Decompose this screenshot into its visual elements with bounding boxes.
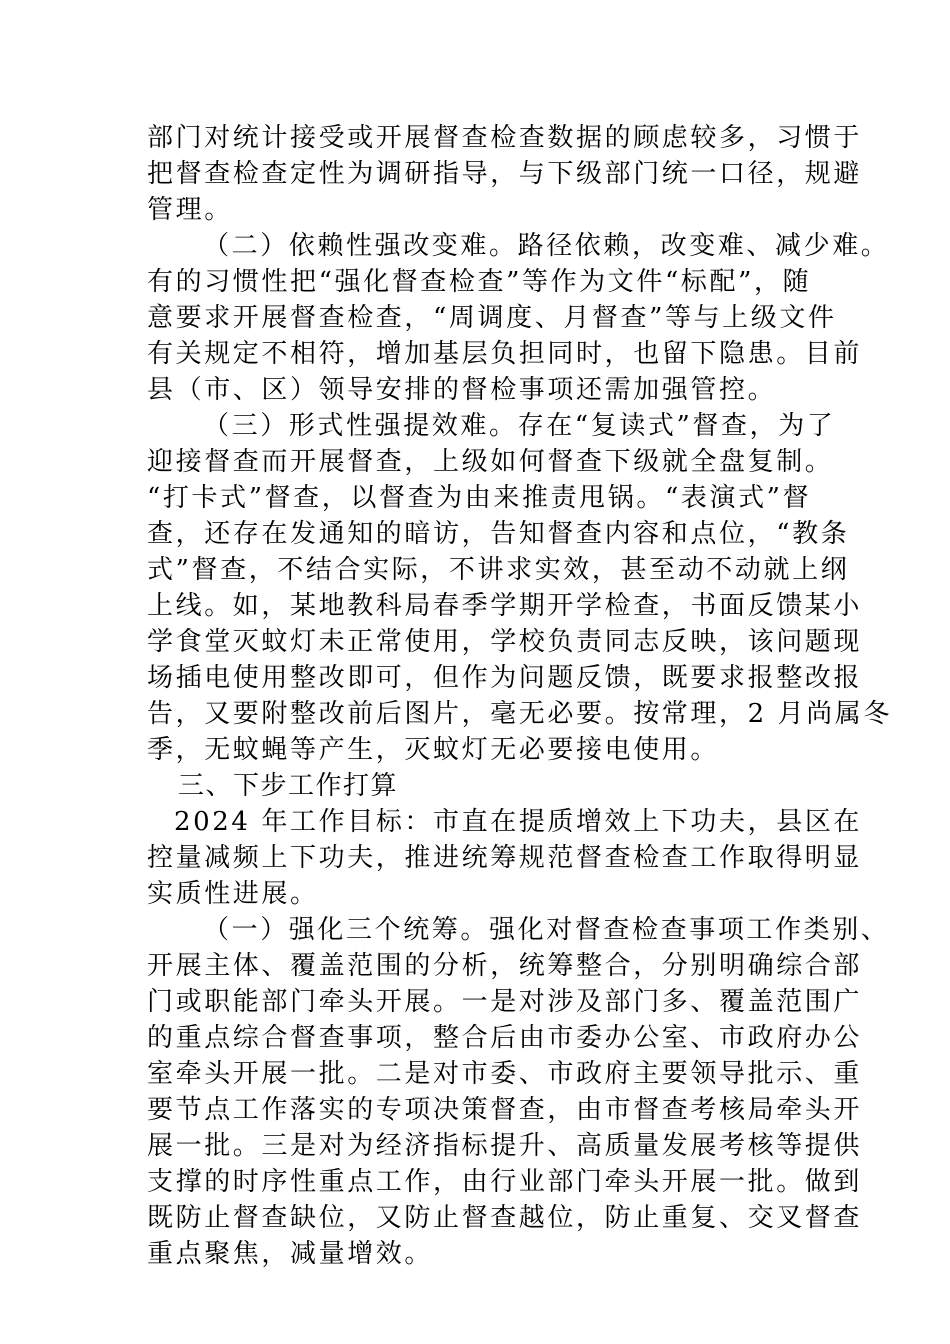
paragraph-line: 学食堂灭蚊灯未正常使用，学校负责同志反映，该问题现: [147, 627, 863, 657]
section-heading: 三、下步工作打算: [178, 771, 399, 801]
paragraph-line: 县（市、区）领导安排的督检事项还需加强管控。: [147, 375, 777, 405]
paragraph-line: 支撑的时序性重点工作，由行业部门牵头开展一批。做到: [147, 1167, 863, 1197]
paragraph-line: 实质性进展。: [147, 879, 319, 909]
paragraph-text: 存在“复读式”督查，为了: [517, 411, 836, 441]
paragraph-line: 告，又要附整改前后图片，毫无必要。按常理，2 月尚属冬: [147, 699, 893, 729]
paragraph-line: 式”督查，不结合实际，不讲求实效，甚至动不动就上纲: [147, 555, 850, 585]
paragraph-line: 的重点综合督查事项，整合后由市委办公室、市政府办公: [147, 1023, 863, 1053]
paragraph-first-line: [203, 228, 889, 264]
paragraph-text: 强化对督查检查事项工作类别、: [489, 915, 890, 945]
paragraph-line: 展一批。三是对为经济指标提升、高质量发展考核等提供: [147, 1131, 863, 1161]
paragraph-line: 上线。如，某地教科局春季学期开学检查，书面反馈某小: [147, 591, 863, 621]
paragraph-first-line: 2024 年工作目标：市直在提质增效上下功夫，县区在: [174, 807, 863, 837]
paragraph-line: 季，无蚊蝇等产生，灭蚊灯无必要接电使用。: [147, 735, 720, 765]
paragraph-line: 管理。: [147, 195, 233, 225]
paragraph-line: 迎接督查而开展督查，上级如何督查下级就全盘复制。: [147, 447, 834, 477]
paragraph-first-line: [203, 912, 889, 948]
subheading-lead: （二）依赖性强改变难。: [203, 231, 518, 261]
paragraph-line: 意要求开展督查检查，“周调度、月督查”等与上级文件: [147, 303, 837, 333]
paragraph-line: 把督查检查定性为调研指导，与下级部门统一口径，规避: [147, 159, 863, 189]
paragraph-line: 部门对统计接受或开展督查检查数据的顾虑较多，习惯于: [147, 123, 863, 153]
paragraph-line: 有关规定不相符，增加基层负担同时，也留下隐患。目前: [147, 339, 863, 369]
paragraph-line: “打卡式”督查，以督查为由来推责甩锅。“表演式”督: [147, 483, 812, 513]
paragraph-line: 有的习惯性把“强化督查检查”等作为文件“标配”，随: [147, 267, 812, 297]
paragraph-line: 既防止督查缺位，又防止督查越位，防止重复、交叉督查: [147, 1203, 863, 1233]
paragraph-text: 路径依赖，改变难、减少难。: [517, 231, 890, 261]
paragraph-line: 开展主体、覆盖范围的分析，统筹整合，分别明确综合部: [147, 951, 863, 981]
paragraph-line: 室牵头开展一批。二是对市委、市政府主要领导批示、重: [147, 1059, 863, 1089]
subheading-lead: （一）强化三个统筹。: [203, 915, 490, 945]
paragraph-first-line: [203, 408, 835, 444]
paragraph-line: 要节点工作落实的专项决策督查，由市督查考核局牵头开: [147, 1095, 863, 1125]
paragraph-line: 查，还存在发通知的暗访，告知督查内容和点位，“教条: [147, 519, 850, 549]
paragraph-line: 场插电使用整改即可，但作为问题反馈，既要求报整改报: [147, 663, 863, 693]
paragraph-line: 重点聚焦，减量增效。: [147, 1239, 434, 1269]
subheading-lead: （三）形式性强提效难。: [203, 411, 518, 441]
paragraph-line: 控量减频上下功夫，推进统筹规范督查检查工作取得明显: [147, 843, 863, 873]
paragraph-line: 门或职能部门牵头开展。一是对涉及部门多、覆盖范围广: [147, 987, 863, 1017]
